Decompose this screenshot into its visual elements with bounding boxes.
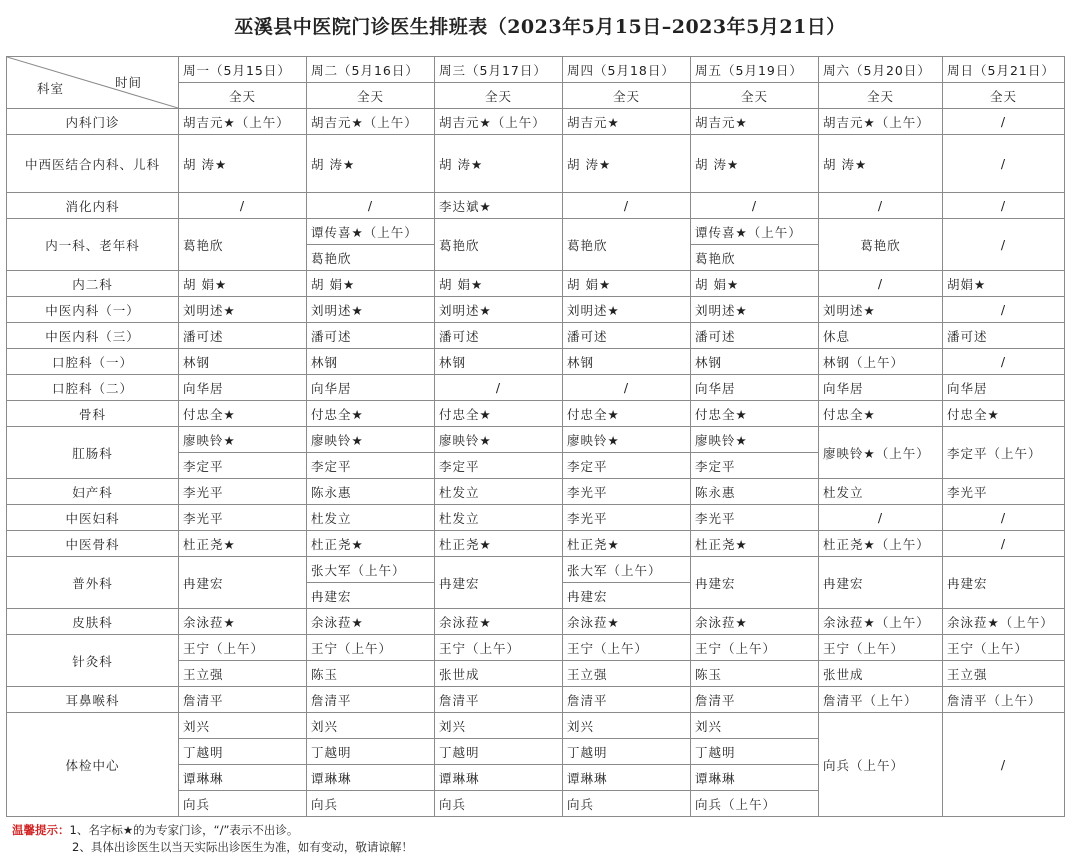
no-clinic-mark: /: [819, 193, 943, 219]
shift-label: 全天: [691, 83, 819, 109]
schedule-cell: 王宁（上午）: [691, 635, 819, 661]
schedule-cell: 向兵（上午）: [819, 713, 943, 817]
schedule-cell: 李定平: [435, 453, 563, 479]
schedule-cell: 冉建宏: [943, 557, 1065, 609]
schedule-cell: 休息: [819, 323, 943, 349]
schedule-cell: 向华居: [691, 375, 819, 401]
no-clinic-mark: /: [943, 505, 1065, 531]
schedule-cell: 余泳菈★: [179, 609, 307, 635]
table-row: [7, 531, 1065, 557]
schedule-cell: 丁越明: [691, 739, 819, 765]
schedule-cell: 张世成: [435, 661, 563, 687]
schedule-cell: 余泳菈★: [691, 609, 819, 635]
dept-name: 妇产科: [7, 479, 179, 505]
shift-label: 全天: [563, 83, 691, 109]
table-row: [7, 687, 1065, 713]
schedule-cell: 潘可述: [691, 323, 819, 349]
schedule-cell: 杜发立: [819, 479, 943, 505]
table-row: [7, 609, 1065, 635]
table-row: [7, 635, 1065, 661]
day-header: 周五（5月19日）: [691, 57, 819, 83]
shift-label: 全天: [943, 83, 1065, 109]
schedule-cell: 付忠全★: [179, 401, 307, 427]
schedule-table: [6, 56, 1065, 817]
dept-name: 口腔科（二）: [7, 375, 179, 401]
day-header: 周日（5月21日）: [943, 57, 1065, 83]
dept-name: 骨科: [7, 401, 179, 427]
schedule-cell: 李达斌★: [435, 193, 563, 219]
table-row: [7, 349, 1065, 375]
no-clinic-mark: /: [563, 193, 691, 219]
schedule-cell: 刘兴: [563, 713, 691, 739]
schedule-cell: 葛艳欣: [691, 245, 819, 271]
schedule-cell: 向华居: [943, 375, 1065, 401]
schedule-cell: 刘兴: [307, 713, 435, 739]
schedule-cell: 谭传喜★（上午）: [691, 219, 819, 245]
dept-name: 中医内科（三）: [7, 323, 179, 349]
shift-label: 全天: [819, 83, 943, 109]
header-row-days: [7, 57, 1065, 83]
schedule-cell: 林钢: [179, 349, 307, 375]
shift-label: 全天: [435, 83, 563, 109]
schedule-cell: 詹清平: [563, 687, 691, 713]
no-clinic-mark: /: [307, 193, 435, 219]
schedule-cell: 王宁（上午）: [307, 635, 435, 661]
schedule-cell: 付忠全★: [563, 401, 691, 427]
schedule-cell: 谭琳琳: [435, 765, 563, 791]
schedule-cell: 冉建宏: [179, 557, 307, 609]
day-header: 周二（5月16日）: [307, 57, 435, 83]
schedule-cell: 李光平: [943, 479, 1065, 505]
schedule-cell: 余泳菈★（上午）: [819, 609, 943, 635]
schedule-cell: 余泳菈★: [307, 609, 435, 635]
schedule-cell: 李光平: [563, 505, 691, 531]
schedule-cell: 李定平: [563, 453, 691, 479]
schedule-cell: 丁越明: [563, 739, 691, 765]
note-line-1: [12, 822, 413, 839]
schedule-cell: 廖映铃★: [179, 427, 307, 453]
schedule-cell: 谭琳琳: [307, 765, 435, 791]
table-row: [7, 713, 1065, 739]
schedule-cell: 葛艳欣: [435, 219, 563, 271]
schedule-cell: 向兵（上午）: [691, 791, 819, 817]
day-header: 周三（5月17日）: [435, 57, 563, 83]
schedule-cell: 杜正尧★: [691, 531, 819, 557]
schedule-cell: 向兵: [307, 791, 435, 817]
schedule-cell: 冉建宏: [563, 583, 691, 609]
schedule-cell: 潘可述: [179, 323, 307, 349]
day-header: 周四（5月18日）: [563, 57, 691, 83]
schedule-cell: 刘明述★: [563, 297, 691, 323]
schedule-cell: 杜发立: [307, 505, 435, 531]
schedule-cell: 胡 娟★: [435, 271, 563, 297]
schedule-cell: 付忠全★: [435, 401, 563, 427]
schedule-cell: 胡吉元★（上午）: [307, 109, 435, 135]
schedule-cell: 付忠全★: [691, 401, 819, 427]
schedule-cell: 詹清平（上午）: [819, 687, 943, 713]
schedule-cell: 丁越明: [307, 739, 435, 765]
schedule-cell: 李光平: [563, 479, 691, 505]
schedule-cell: 詹清平: [435, 687, 563, 713]
schedule-cell: 胡 涛★: [307, 135, 435, 193]
schedule-cell: 王宁（上午）: [819, 635, 943, 661]
schedule-cell: 廖映铃★: [563, 427, 691, 453]
schedule-cell: 杜发立: [435, 505, 563, 531]
schedule-cell: 胡 涛★: [691, 135, 819, 193]
schedule-cell: 潘可述: [435, 323, 563, 349]
dept-name: 皮肤科: [7, 609, 179, 635]
schedule-cell: 葛艳欣: [563, 219, 691, 271]
schedule-cell: 杜正尧★（上午）: [819, 531, 943, 557]
schedule-cell: 胡 涛★: [563, 135, 691, 193]
schedule-cell: 王立强: [563, 661, 691, 687]
schedule-cell: 王立强: [943, 661, 1065, 687]
schedule-cell: 葛艳欣: [179, 219, 307, 271]
schedule-cell: 丁越明: [435, 739, 563, 765]
table-row: [7, 135, 1065, 193]
schedule-cell: 刘兴: [179, 713, 307, 739]
schedule-cell: 廖映铃★: [691, 427, 819, 453]
schedule-cell: 林钢: [563, 349, 691, 375]
schedule-cell: 向兵: [179, 791, 307, 817]
schedule-cell: 刘明述★: [691, 297, 819, 323]
table-row: [7, 297, 1065, 323]
schedule-cell: 胡吉元★（上午）: [179, 109, 307, 135]
schedule-cell: 张大军（上午）: [563, 557, 691, 583]
schedule-cell: 谭传喜★（上午）: [307, 219, 435, 245]
schedule-cell: 谭琳琳: [691, 765, 819, 791]
day-header: 周一（5月15日）: [179, 57, 307, 83]
schedule-cell: 胡娟★: [943, 271, 1065, 297]
dept-name: 中西医结合内科、儿科: [7, 135, 179, 193]
schedule-cell: 向兵: [563, 791, 691, 817]
table-row: [7, 323, 1065, 349]
schedule-cell: 付忠全★: [819, 401, 943, 427]
schedule-cell: 胡 娟★: [179, 271, 307, 297]
schedule-cell: 刘兴: [435, 713, 563, 739]
schedule-cell: 李光平: [691, 505, 819, 531]
no-clinic-mark: /: [943, 109, 1065, 135]
shift-label: 全天: [179, 83, 307, 109]
schedule-cell: 丁越明: [179, 739, 307, 765]
schedule-cell: 王立强: [179, 661, 307, 687]
dept-name: 中医骨科: [7, 531, 179, 557]
table-row: [7, 505, 1065, 531]
schedule-cell: 詹清平: [179, 687, 307, 713]
schedule-cell: 胡 娟★: [307, 271, 435, 297]
footer-notes: [12, 822, 413, 856]
schedule-cell: 刘明述★: [435, 297, 563, 323]
no-clinic-mark: /: [179, 193, 307, 219]
table-row: [7, 375, 1065, 401]
schedule-cell: 向华居: [179, 375, 307, 401]
schedule-cell: 王宁（上午）: [435, 635, 563, 661]
schedule-cell: 詹清平（上午）: [943, 687, 1065, 713]
no-clinic-mark: /: [563, 375, 691, 401]
schedule-cell: 潘可述: [943, 323, 1065, 349]
dept-name: 内二科: [7, 271, 179, 297]
schedule-cell: 余泳菈★: [563, 609, 691, 635]
schedule-cell: 冉建宏: [691, 557, 819, 609]
notes-label: 温馨提示：: [12, 823, 70, 837]
schedule-cell: 胡吉元★（上午）: [819, 109, 943, 135]
shift-label: 全天: [307, 83, 435, 109]
schedule-cell: 林钢: [307, 349, 435, 375]
dept-name: 中医内科（一）: [7, 297, 179, 323]
schedule-cell: 杜正尧★: [179, 531, 307, 557]
table-row: [7, 271, 1065, 297]
table-row: [7, 401, 1065, 427]
schedule-cell: 李定平: [691, 453, 819, 479]
no-clinic-mark: /: [943, 713, 1065, 817]
no-clinic-mark: /: [943, 531, 1065, 557]
no-clinic-mark: /: [943, 297, 1065, 323]
schedule-cell: 廖映铃★: [307, 427, 435, 453]
schedule-cell: 胡吉元★: [563, 109, 691, 135]
table-corner-header: [7, 57, 179, 109]
schedule-cell: 詹清平: [691, 687, 819, 713]
dept-name: 中医妇科: [7, 505, 179, 531]
table-row: [7, 219, 1065, 245]
schedule-cell: 廖映铃★: [435, 427, 563, 453]
schedule-cell: 刘兴: [691, 713, 819, 739]
schedule-cell: 廖映铃★（上午）: [819, 427, 943, 479]
schedule-cell: 胡吉元★: [691, 109, 819, 135]
table-row: [7, 557, 1065, 583]
schedule-cell: 陈玉: [691, 661, 819, 687]
schedule-cell: 李光平: [179, 505, 307, 531]
dept-name: 内科门诊: [7, 109, 179, 135]
dept-name: 口腔科（一）: [7, 349, 179, 375]
schedule-cell: 杜发立: [435, 479, 563, 505]
schedule-cell: 向华居: [819, 375, 943, 401]
no-clinic-mark: /: [435, 375, 563, 401]
schedule-cell: 杜正尧★: [435, 531, 563, 557]
schedule-cell: 冉建宏: [819, 557, 943, 609]
schedule-cell: 张世成: [819, 661, 943, 687]
day-header: 周六（5月20日）: [819, 57, 943, 83]
schedule-cell: 余泳菈★: [435, 609, 563, 635]
schedule-cell: 胡 涛★: [435, 135, 563, 193]
no-clinic-mark: /: [691, 193, 819, 219]
schedule-cell: 谭琳琳: [179, 765, 307, 791]
schedule-cell: 陈永惠: [307, 479, 435, 505]
schedule-cell: 刘明述★: [307, 297, 435, 323]
schedule-cell: 胡 涛★: [819, 135, 943, 193]
table-row: [7, 427, 1065, 453]
corner-time-label: 时间: [115, 75, 143, 90]
note-line-2: 2、具体出诊医生以当天实际出诊医生为准，如有变动，敬请谅解！: [72, 840, 413, 854]
schedule-cell: 向兵: [435, 791, 563, 817]
schedule-cell: 陈永惠: [691, 479, 819, 505]
note-text: 1、名字标★的为专家门诊，“/”表示不出诊。: [69, 823, 299, 837]
schedule-cell: 刘明述★: [179, 297, 307, 323]
schedule-cell: 胡 娟★: [563, 271, 691, 297]
schedule-cell: 胡 涛★: [179, 135, 307, 193]
no-clinic-mark: /: [819, 271, 943, 297]
schedule-cell: 谭琳琳: [563, 765, 691, 791]
no-clinic-mark: /: [943, 135, 1065, 193]
schedule-cell: 李定平（上午）: [943, 427, 1065, 479]
schedule-cell: 刘明述★: [819, 297, 943, 323]
no-clinic-mark: /: [943, 219, 1065, 271]
schedule-cell: 林钢（上午）: [819, 349, 943, 375]
no-clinic-mark: /: [943, 349, 1065, 375]
dept-name: 耳鼻喉科: [7, 687, 179, 713]
no-clinic-mark: /: [943, 193, 1065, 219]
dept-name: 消化内科: [7, 193, 179, 219]
dept-name: 体检中心: [7, 713, 179, 817]
schedule-cell: 向华居: [307, 375, 435, 401]
schedule-cell: 杜正尧★: [307, 531, 435, 557]
schedule-cell: 冉建宏: [307, 583, 435, 609]
table-row: [7, 193, 1065, 219]
schedule-cell: 葛艳欣: [819, 219, 943, 271]
schedule-cell: 林钢: [691, 349, 819, 375]
schedule-cell: 王宁（上午）: [943, 635, 1065, 661]
no-clinic-mark: /: [819, 505, 943, 531]
schedule-cell: 付忠全★: [943, 401, 1065, 427]
dept-name: 内一科、老年科: [7, 219, 179, 271]
dept-name: 普外科: [7, 557, 179, 609]
dept-name: 针灸科: [7, 635, 179, 687]
schedule-cell: 李光平: [179, 479, 307, 505]
table-row: [7, 109, 1065, 135]
schedule-cell: 胡吉元★（上午）: [435, 109, 563, 135]
schedule-cell: 冉建宏: [435, 557, 563, 609]
schedule-cell: 王宁（上午）: [563, 635, 691, 661]
schedule-cell: 张大军（上午）: [307, 557, 435, 583]
schedule-cell: 王宁（上午）: [179, 635, 307, 661]
schedule-cell: 杜正尧★: [563, 531, 691, 557]
page-title: 巫溪县中医院门诊医生排班表（2023年5月15日–2023年5月21日）: [234, 16, 846, 38]
schedule-cell: 林钢: [435, 349, 563, 375]
schedule-cell: 潘可述: [563, 323, 691, 349]
schedule-cell: 陈玉: [307, 661, 435, 687]
corner-diagonal-line: [7, 57, 178, 108]
schedule-cell: 李定平: [307, 453, 435, 479]
table-row: [7, 479, 1065, 505]
schedule-cell: 詹清平: [307, 687, 435, 713]
schedule-cell: 胡 娟★: [691, 271, 819, 297]
corner-dept-label: 科室: [37, 81, 65, 96]
schedule-cell: 付忠全★: [307, 401, 435, 427]
schedule-cell: 葛艳欣: [307, 245, 435, 271]
schedule-cell: 余泳菈★（上午）: [943, 609, 1065, 635]
dept-name: 肛肠科: [7, 427, 179, 479]
schedule-cell: 李定平: [179, 453, 307, 479]
schedule-cell: 潘可述: [307, 323, 435, 349]
